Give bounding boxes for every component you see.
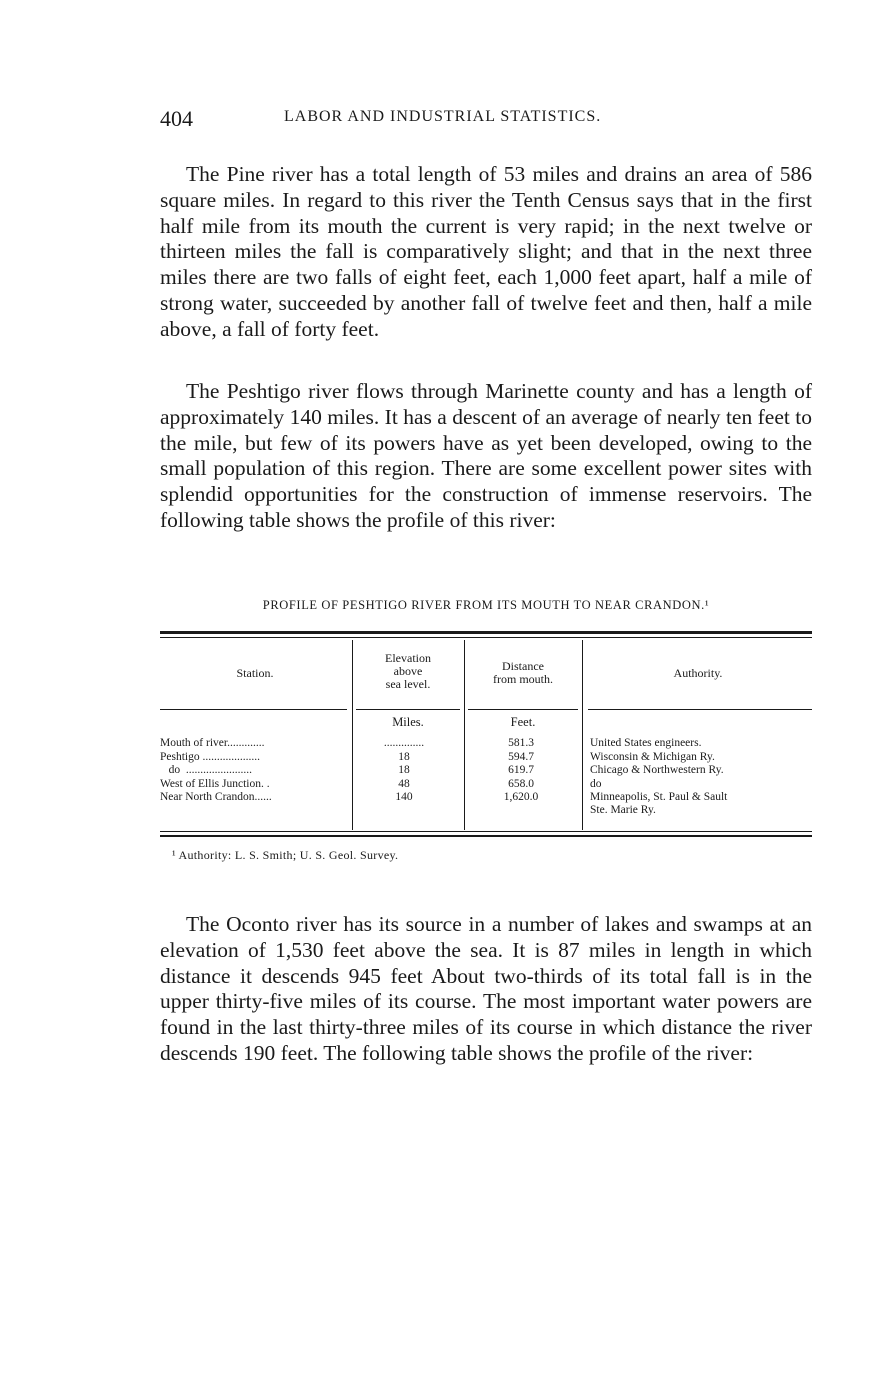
cell-station: West of Ellis Junction. . <box>160 777 270 790</box>
page-header <box>160 106 810 136</box>
cell-station: Peshtigo .................... <box>160 750 260 763</box>
cell-authority: Chicago & Northwestern Ry. <box>590 764 724 776</box>
table-bottom-rule-thick <box>160 835 812 837</box>
paragraph-peshtigo-river: The Peshtigo river flows through Marinette county and has a length of approximately 140 miles. It has a descent of an average of nearly ten feet to the mile, but few of its powers have as yet been developed, owing to the small population of this region. There are some excellent power sites with splendid opportunities for the construction of immense reservoirs. The following table shows the profile of this river: <box>160 379 812 532</box>
header-underline <box>356 709 460 710</box>
table-row <box>160 791 812 816</box>
table-top-rule <box>160 631 812 634</box>
cell-elevation: 18 <box>398 764 410 776</box>
cell-distance: 581.3 <box>508 737 534 749</box>
table-top-rule-thin <box>160 637 812 638</box>
header-elevation: Elevation above sea level. <box>385 651 431 691</box>
cell-station: Mouth of river............. <box>160 737 265 749</box>
cell-authority: United States engineers. <box>590 737 702 749</box>
cell-station: Near North Crandon...... <box>160 791 272 803</box>
table-row <box>160 737 812 751</box>
cell-distance: 658.0 <box>508 777 534 790</box>
header-underline <box>468 709 578 710</box>
cell-elevation: 48 <box>398 777 410 790</box>
paragraph-pine-river: The Pine river has a total length of 53 miles and drains an area of 586 square miles. In regard to this river the Tenth Census says that in the first half mile from its mouth the current is very rapid; in the next twelve or thirteen miles the fall is comparatively slight; and that in the next three miles there are two falls of eight feet, each 1,000 feet apart, half a mile of strong water, succeeded by another fall of twelve feet and then, half a mile above, a fall of forty feet. <box>160 162 812 341</box>
header-underline <box>160 709 347 710</box>
cell-authority: Wisconsin & Michigan Ry. <box>590 750 715 763</box>
table-footnote: ¹ Authority: L. S. Smith; U. S. Geol. Survey. <box>172 848 399 862</box>
table-title: PROFILE OF PESHTIGO RIVER FROM ITS MOUTH TO NEAR CRANDON.¹ <box>262 598 710 612</box>
cell-elevation: 18 <box>398 750 410 763</box>
table-body <box>160 737 812 816</box>
header-distance: Distance from mouth. <box>493 659 553 686</box>
running-head: LABOR AND INDUSTRIAL STATISTICS. <box>284 108 602 125</box>
header-station: Station. <box>236 666 274 680</box>
header-underline <box>588 709 812 710</box>
unit-elevation: Miles. <box>392 715 424 729</box>
paragraph-oconto-river: The Oconto river has its source in a number of lakes and swamps at an elevation of 1,530 feet above the sea. It is 87 miles in length in which distance it descends 945 feet About two-thirds of its total fall is in the upper thirty-five miles of its course. The most important water powers are found in the last thirty-three miles of its course in which distance the river descends 190 feet. The following table shows the profile of the river: <box>160 912 812 1065</box>
table-row <box>160 778 812 792</box>
cell-authority: do <box>590 777 602 790</box>
unit-distance: Feet. <box>510 715 536 729</box>
table-bottom-rule <box>160 831 812 832</box>
header-authority: Authority. <box>673 666 723 680</box>
cell-distance: 619.7 <box>508 764 534 776</box>
cell-elevation: .............. <box>383 737 425 749</box>
cell-authority: Minneapolis, St. Paul & Sault Ste. Marie Ry. <box>590 791 728 816</box>
cell-elevation: 140 <box>395 791 413 803</box>
table-row <box>160 751 812 765</box>
cell-station: do ....................... <box>160 764 252 776</box>
table-row <box>160 764 812 778</box>
page-number: 404 <box>160 106 193 131</box>
cell-distance: 594.7 <box>508 750 534 763</box>
cell-distance: 1,620.0 <box>503 791 539 803</box>
